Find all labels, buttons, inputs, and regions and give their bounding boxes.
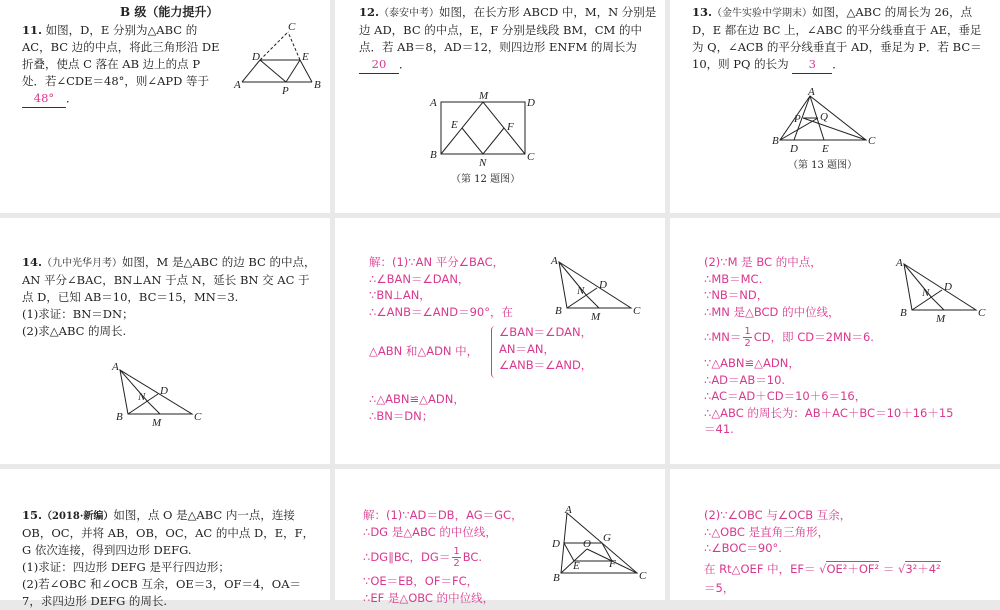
panel-q15 bbox=[0, 469, 330, 608]
svg-text:Q: Q bbox=[820, 111, 828, 123]
solution-line: ＝41. bbox=[704, 422, 734, 436]
q13-number: 13. bbox=[692, 5, 713, 19]
svg-text:B: B bbox=[555, 305, 562, 317]
svg-text:D: D bbox=[790, 143, 798, 155]
svg-text:M: M bbox=[152, 417, 162, 429]
solution-line: ∴MB＝MC. bbox=[704, 271, 763, 286]
solution-line: 解：(1)∵AN 平分∠BAC， bbox=[369, 255, 505, 269]
solution-line: (2)∵∠OBC 与∠OCB 互余， bbox=[704, 508, 852, 522]
svg-text:D: D bbox=[944, 281, 952, 293]
q15-number: 15. bbox=[22, 508, 43, 522]
solution-line: ∴EF 是△OBC 的中位线， bbox=[363, 590, 495, 605]
solution-line: ∴∠BAN＝∠DAN， bbox=[369, 271, 470, 286]
svg-text:C: C bbox=[633, 305, 641, 317]
q14-part2: (2)求△ABC 的周长. bbox=[22, 324, 127, 338]
q15-solution-lines-a bbox=[363, 507, 563, 540]
q13-caption: （第 13 题图） bbox=[788, 160, 858, 171]
svg-text:F: F bbox=[507, 121, 514, 133]
q13-text bbox=[692, 4, 992, 74]
q12-stem: 如图，在长方形 ABCD 中，M，N 分别是边 AD，BC 的中点，E，F 分别是线段 BM，CM 的中点．若 AB＝8，AD＝12，则四边形 ENFM 的周长为 bbox=[359, 5, 657, 54]
fraction bbox=[452, 546, 460, 569]
panel-q12 bbox=[335, 0, 665, 213]
q12-figure bbox=[427, 88, 547, 168]
q12-number: 12. bbox=[359, 5, 380, 19]
q11-figure bbox=[232, 20, 332, 100]
solution-line: ∴△OBC 是直角三角形， bbox=[704, 524, 830, 539]
solution-2-lines-b bbox=[704, 355, 994, 438]
solution-line: (2)∵M 是 BC 的中点， bbox=[704, 255, 822, 269]
svg-text:B: B bbox=[116, 411, 123, 423]
fraction-post: CD，即 CD＝2MN＝6. bbox=[753, 330, 874, 345]
svg-text:D: D bbox=[527, 97, 535, 109]
fraction-post: BC. bbox=[462, 550, 483, 565]
svg-text:B: B bbox=[553, 572, 560, 584]
solution-line: ∴MN 是△BCD 的中位线， bbox=[704, 304, 840, 319]
q15-solution-lines-b bbox=[363, 573, 563, 606]
solution-line: ∴AD＝AB＝10. bbox=[704, 372, 786, 387]
svg-text:B: B bbox=[314, 79, 321, 91]
q14-solution-figure-2 bbox=[892, 256, 992, 328]
panel-q15-solution-1 bbox=[335, 469, 665, 605]
svg-text:E: E bbox=[573, 560, 580, 572]
panel-q14 bbox=[0, 218, 330, 464]
svg-text:E: E bbox=[451, 119, 458, 131]
brace-line: ∠BAN＝∠DAN， bbox=[499, 325, 593, 339]
brace-lead: △ABN 和△ADN 中， bbox=[369, 344, 479, 358]
svg-text:D: D bbox=[252, 51, 260, 63]
q13-answer: 3 bbox=[792, 56, 832, 74]
q12-caption: （第 12 题图） bbox=[451, 174, 521, 185]
svg-text:E: E bbox=[302, 51, 309, 63]
q12-end: ． bbox=[399, 57, 411, 71]
svg-text:M: M bbox=[479, 90, 489, 102]
q12-text bbox=[359, 4, 657, 74]
q15-text bbox=[22, 507, 318, 610]
svg-text:A: A bbox=[551, 255, 558, 267]
svg-text:C: C bbox=[527, 151, 535, 163]
q15-part1: (1)求证：四边形 DEFG 是平行四边形； bbox=[22, 560, 230, 574]
svg-text:A: A bbox=[430, 97, 437, 109]
fraction-numerator: 1 bbox=[453, 546, 460, 557]
q15-stem: 如图，点 O 是△ABC 内一点，连接 OB，OC，并将 AB，OB，OC，AC 的中点 D，E，F，G 依次连接，得到四边形 DEFG. bbox=[22, 508, 315, 557]
q15-part2: (2)若∠OBC 和∠OCB 互余，OE＝3，OF＝4，OA＝7，求四边形 DEFG 的周长. bbox=[22, 577, 302, 608]
svg-text:C: C bbox=[288, 21, 296, 33]
fraction-denominator: 2 bbox=[744, 338, 751, 349]
q14-stem: 如图，M 是△ABC 的边 BC 的中点，AN 平分∠BAC，BN⊥AN 于点 N，延长 BN 交 AC 于点 D，已知 AB＝10，BC＝15，MN＝3. bbox=[22, 255, 316, 304]
svg-text:F: F bbox=[609, 558, 616, 570]
q14-part1: (1)求证：BN＝DN； bbox=[22, 307, 134, 321]
q11-text bbox=[22, 22, 225, 108]
panel-q15-solution-2 bbox=[670, 469, 1000, 600]
fraction-line bbox=[704, 326, 874, 349]
svg-text:A: A bbox=[808, 86, 815, 98]
panel-q11 bbox=[0, 0, 330, 213]
svg-text:A: A bbox=[234, 79, 241, 91]
q15-source: （2018·新编） bbox=[42, 511, 114, 522]
solution-line: ∵OE＝EB，OF＝FC， bbox=[363, 574, 479, 588]
solution-line: ∴∠ANB＝∠AND＝90°，在 bbox=[369, 304, 514, 319]
svg-text:G: G bbox=[603, 532, 611, 544]
q14-number: 14. bbox=[22, 255, 43, 269]
svg-text:P: P bbox=[282, 85, 289, 97]
svg-text:C: C bbox=[978, 307, 986, 319]
sqrt-mid: ＝ bbox=[882, 562, 895, 576]
fraction-numerator: 1 bbox=[744, 326, 751, 337]
brace-line: ∠ANB＝∠AND， bbox=[499, 358, 593, 372]
q11-answer: 48° bbox=[22, 90, 66, 108]
brace-lines bbox=[499, 324, 592, 374]
q14-figure bbox=[108, 358, 208, 432]
sqrt-result: ＝5， bbox=[704, 581, 735, 595]
sqrt-line bbox=[704, 561, 941, 578]
fraction-pre: ∴DG∥BC，DG＝ bbox=[363, 550, 451, 565]
svg-text:D: D bbox=[160, 385, 168, 397]
brace-line: AN＝AN， bbox=[499, 341, 555, 356]
solution-1-lines bbox=[369, 254, 559, 320]
panel-q14-solution-2 bbox=[670, 218, 1000, 464]
svg-text:M: M bbox=[591, 311, 601, 323]
solution-line: ∴∠BOC＝90°. bbox=[704, 541, 782, 555]
fraction-denominator: 2 bbox=[453, 558, 460, 569]
sqrt-radicand-2: 3²＋4² bbox=[905, 562, 941, 576]
svg-text:B: B bbox=[900, 307, 907, 319]
fraction-pre: ∴MN＝ bbox=[704, 330, 742, 345]
q15-fraction-line bbox=[363, 546, 482, 569]
sqrt-pre: 在 Rt△OEF 中，EF＝ bbox=[704, 562, 816, 576]
sqrt-sign: √ bbox=[897, 562, 906, 576]
q11-stem: 如图，D，E 分别为△ABC 的 AC，BC 边的中点，将此三角形沿 DE 折叠，使点 C 落在 AB 边上的点 P 处．若∠CDE＝48°，则∠APD 等于 bbox=[22, 23, 220, 88]
solution-line: ∵△ABN≌△ADN， bbox=[704, 356, 800, 370]
q12-answer: 20 bbox=[359, 56, 399, 74]
solution-line: ∵NB＝ND， bbox=[704, 288, 769, 302]
svg-text:M: M bbox=[936, 313, 946, 325]
q11-end: ． bbox=[66, 91, 78, 105]
panel-q13 bbox=[670, 0, 1000, 213]
q11-number: 11. bbox=[22, 23, 43, 37]
solution-line: ∵BN⊥AN， bbox=[369, 288, 431, 302]
solution-line: ∴DG 是△ABC 的中位线， bbox=[363, 524, 497, 539]
svg-text:D: D bbox=[599, 279, 607, 291]
svg-text:C: C bbox=[194, 411, 202, 423]
q13-figure bbox=[770, 86, 880, 156]
q15-solution-2-lines bbox=[704, 507, 904, 557]
q13-end: ． bbox=[832, 57, 844, 71]
svg-text:D: D bbox=[552, 538, 560, 550]
svg-text:C: C bbox=[639, 570, 647, 582]
svg-text:O: O bbox=[583, 538, 591, 550]
svg-text:E: E bbox=[822, 143, 829, 155]
svg-text:B: B bbox=[430, 149, 437, 161]
brace bbox=[491, 326, 497, 378]
svg-text:A: A bbox=[896, 257, 903, 269]
sqrt-radicand-1: OE²＋OF² bbox=[826, 562, 880, 576]
svg-text:N: N bbox=[577, 285, 585, 297]
solution-line: ∴△ABC 的周长为：AB＋AC＋BC＝10＋16＋15 bbox=[704, 405, 954, 420]
svg-text:B: B bbox=[772, 135, 779, 147]
q13-stem: 如图，△ABC 的周长为 26，点 D，E 都在边 BC 上，∠ABC 的平分线垂直于 AE，垂足为 Q，∠ACB 的平分线垂直于 AD，垂足为 P．若 BC＝10，则 PQ 的长为 bbox=[692, 5, 982, 71]
fraction bbox=[743, 326, 751, 349]
q14-solution-figure-1 bbox=[547, 254, 647, 326]
svg-text:C: C bbox=[868, 135, 876, 147]
q14-source: （九中光华月考） bbox=[42, 258, 123, 269]
solution-line: 解：(1)∵AD＝DB，AG＝GC， bbox=[363, 508, 523, 522]
q14-text bbox=[22, 254, 318, 340]
svg-text:A: A bbox=[112, 361, 119, 373]
level-heading: B 级（能力提升） bbox=[120, 5, 219, 19]
panel-q14-solution-1 bbox=[335, 218, 665, 464]
solution-line: ∴△ABN≌△ADN， bbox=[369, 392, 465, 406]
svg-text:N: N bbox=[479, 157, 487, 169]
solution-2-lines-a bbox=[704, 254, 904, 320]
q13-source: （金牛实验中学期末） bbox=[712, 8, 813, 19]
svg-text:A: A bbox=[565, 504, 572, 516]
sqrt-sign: √ bbox=[819, 562, 827, 576]
q15-figure bbox=[549, 505, 649, 585]
svg-text:N: N bbox=[922, 287, 930, 299]
svg-text:P: P bbox=[794, 113, 801, 125]
solution-1-tail bbox=[369, 391, 465, 424]
svg-text:N: N bbox=[138, 391, 146, 403]
q12-source: （泰安中考） bbox=[379, 8, 440, 19]
solution-line: ∴BN＝DN； bbox=[369, 408, 434, 423]
solution-line: ∴AC＝AD＋CD＝10＋6＝16， bbox=[704, 389, 867, 403]
